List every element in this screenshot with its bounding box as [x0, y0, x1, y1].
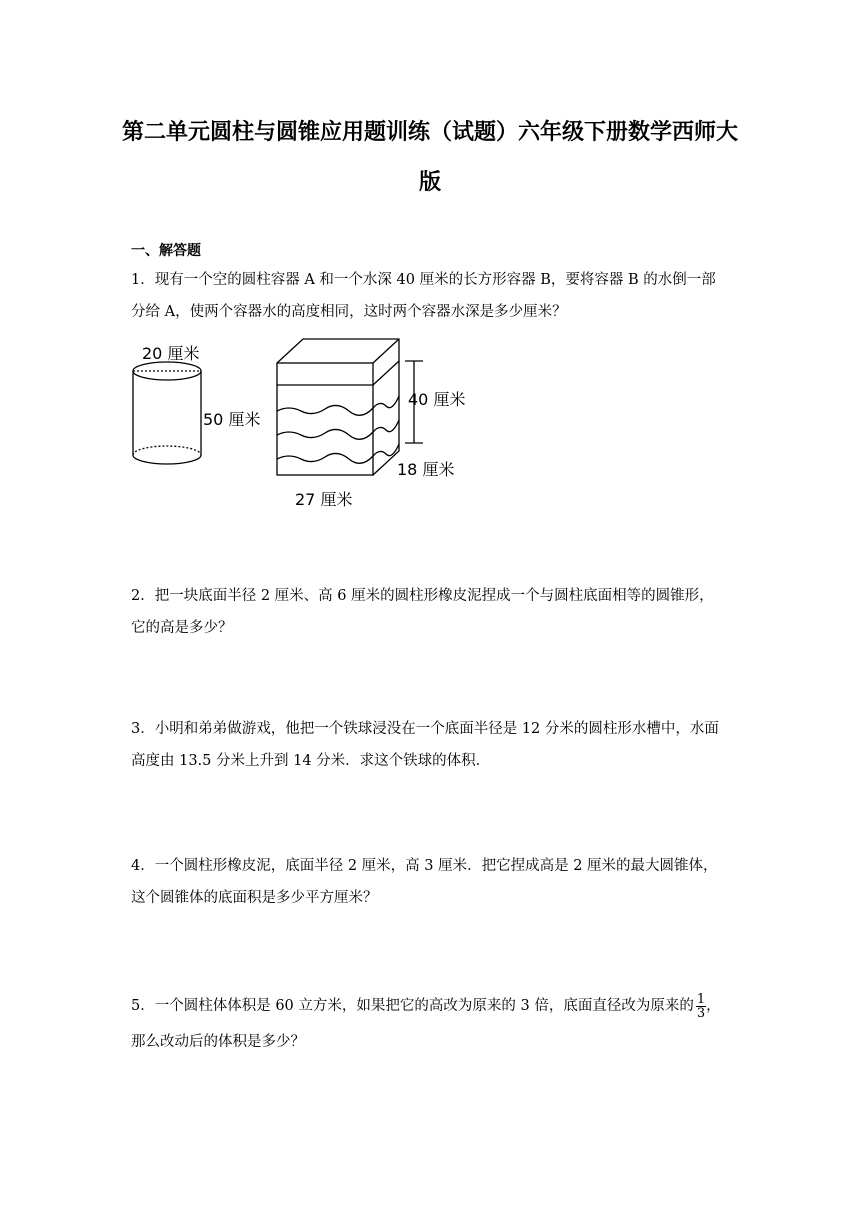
cylinder-diameter-label: 20 厘米	[142, 344, 200, 363]
question-5	[131, 990, 741, 1058]
question-4	[131, 850, 731, 914]
question-4-line-2: 这个圆锥体的底面积是多少平方厘米？	[131, 890, 378, 906]
question-1-line-2: 分给 A，使两个容器水的高度相同，这时两个容器水深是多少厘米？	[131, 304, 567, 320]
cylinder-height-label: 50 厘米	[203, 410, 261, 429]
box-width-label: 18 厘米	[397, 460, 455, 479]
question-2-line-1: 2．把一块底面半径 2 厘米、高 6 厘米的圆柱形橡皮泥捏成一个与圆柱底面相等的圆锥形，	[131, 588, 714, 604]
fraction-one-third	[696, 993, 706, 1020]
title-line-1: 第二单元圆柱与圆锥应用题训练（试题）六年级下册数学西师大	[121, 120, 738, 145]
question-5-line-1	[131, 990, 741, 1022]
section-heading: 一、解答题	[131, 243, 201, 259]
box-diagram	[277, 339, 423, 475]
question-3-line-1: 3．小明和弟弟做游戏，他把一个铁球浸没在一个底面半径是 12 分米的圆柱形水槽中，水面	[131, 721, 719, 737]
question-5-line-2: 那么改动后的体积是多少？	[131, 1034, 305, 1050]
cylinder-diagram	[133, 362, 201, 464]
fraction-numerator: 1	[696, 991, 706, 1007]
box-length-label: 27 厘米	[295, 490, 353, 509]
box-water-depth-label: 40 厘米	[408, 390, 466, 409]
fraction-denominator: 3	[696, 1005, 706, 1021]
question-3-line-2: 高度由 13.5 分米上升到 14 分米．求这个铁球的体积．	[131, 753, 491, 769]
question-5-line-1-end: ，	[706, 998, 721, 1014]
page-title	[120, 108, 740, 208]
question-3	[131, 713, 731, 777]
question-5-line-1-text: 5．一个圆柱体体积是 60 立方米，如果把它的高改为原来的 3 倍，底面直径改为原来的	[131, 998, 694, 1014]
question-2-line-2: 它的高是多少？	[131, 620, 233, 636]
question-4-line-1: 4．一个圆柱形橡皮泥，底面半径 2 厘米，高 3 厘米．把它捏成高是 2 厘米的最大圆锥体，	[131, 858, 718, 874]
question-1	[131, 264, 731, 328]
title-line-2: 版	[418, 170, 441, 195]
question-1-line-1: 1．现有一个空的圆柱容器 A 和一个水深 40 厘米的长方形容器 B，要将容器 B 的水倒一部	[131, 272, 716, 288]
question-2	[131, 580, 731, 644]
question-1-figure	[125, 335, 485, 515]
